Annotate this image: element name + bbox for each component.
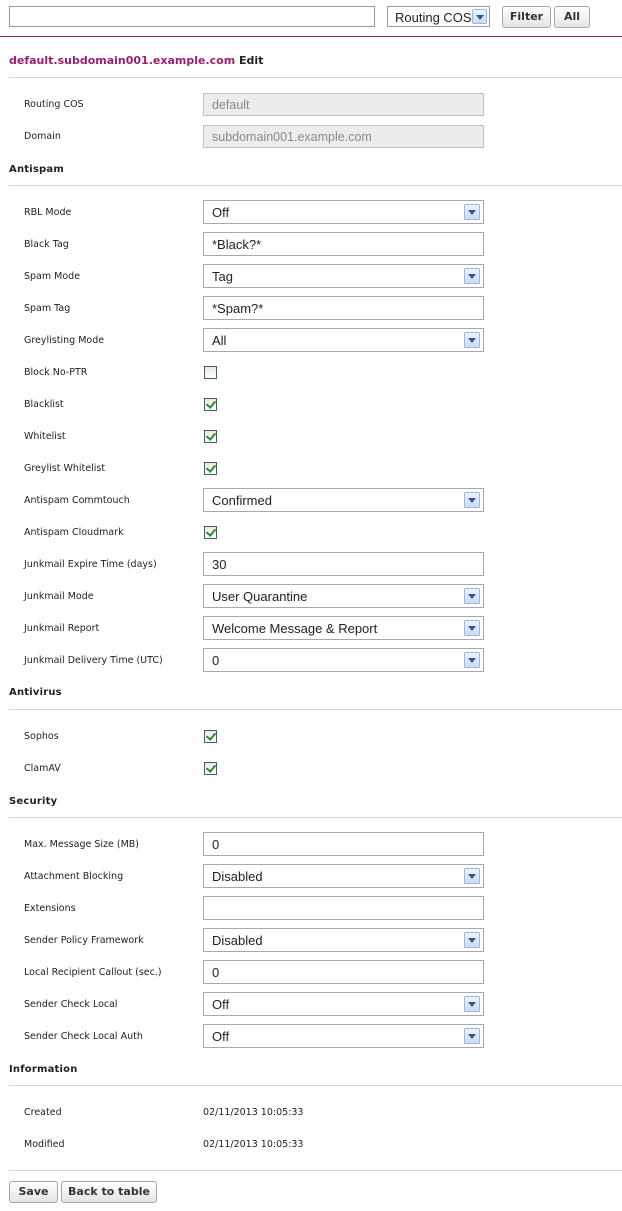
divider [9, 77, 622, 78]
junkmail-report-label: Junkmail Report [24, 623, 100, 634]
information-heading: Information [9, 1064, 78, 1075]
routing-cos-label: Routing COS [24, 99, 84, 110]
commtouch-label: Antispam Commtouch [24, 495, 130, 506]
created-value: 02/11/2013 10:05:33 [203, 1107, 304, 1118]
whitelist-label: Whitelist [24, 431, 66, 442]
commtouch-select[interactable] [203, 488, 484, 512]
extensions-input[interactable] [203, 896, 484, 920]
blacklist-label: Blacklist [24, 399, 64, 410]
filter-field-select[interactable] [387, 6, 490, 27]
attachment-blocking-select[interactable] [203, 864, 484, 888]
spam-tag-input[interactable] [203, 296, 484, 320]
attachment-blocking-label: Attachment Blocking [24, 871, 124, 882]
block-no-ptr-label: Block No-PTR [24, 367, 88, 378]
clamav-label: ClamAV [24, 763, 61, 774]
junkmail-mode-value: User Quarantine [212, 589, 308, 604]
routing-cos-value: default [212, 98, 250, 112]
spam-tag-label: Spam Tag [24, 303, 71, 314]
callout-value: 0 [212, 965, 220, 980]
sender-check-local-value: Off [212, 997, 230, 1012]
greylisting-mode-select[interactable] [203, 328, 484, 352]
chevron-down-icon[interactable] [464, 588, 480, 604]
block-no-ptr-checkbox[interactable] [204, 366, 217, 379]
rbl-mode-select[interactable] [203, 200, 484, 224]
divider [9, 185, 622, 186]
spam-mode-select[interactable] [203, 264, 484, 288]
max-size-label: Max. Message Size (MB) [24, 839, 139, 850]
page-title-domain: default.subdomain001.example.com [9, 54, 236, 67]
search-input[interactable] [9, 6, 375, 27]
junkmail-delivery-select[interactable] [203, 648, 484, 672]
rbl-mode-value: Off [212, 205, 230, 220]
divider [9, 709, 622, 710]
extensions-label: Extensions [24, 903, 76, 914]
whitelist-checkbox[interactable] [204, 430, 217, 443]
attachment-blocking-value: Disabled [212, 869, 263, 884]
chevron-down-icon[interactable] [464, 492, 480, 508]
callout-label: Local Recipient Callout (sec.) [24, 967, 162, 978]
filter-field-select-value: Routing COS [395, 10, 472, 25]
chevron-down-icon[interactable] [464, 652, 480, 668]
junkmail-expire-label: Junkmail Expire Time (days) [24, 559, 157, 570]
all-button[interactable]: All [554, 6, 590, 28]
commtouch-value: Confirmed [212, 493, 272, 508]
max-size-value: 0 [212, 837, 220, 852]
spam-mode-value: Tag [212, 269, 233, 284]
chevron-down-icon[interactable] [464, 932, 480, 948]
page-title-action: Edit [239, 54, 264, 67]
chevron-down-icon[interactable] [464, 868, 480, 884]
junkmail-mode-label: Junkmail Mode [24, 591, 94, 602]
spf-select[interactable] [203, 928, 484, 952]
cloudmark-checkbox[interactable] [204, 526, 217, 539]
junkmail-mode-select[interactable] [203, 584, 484, 608]
modified-value: 02/11/2013 10:05:33 [203, 1139, 304, 1150]
junkmail-delivery-value: 0 [212, 653, 220, 668]
sender-check-local-auth-select[interactable] [203, 1024, 484, 1048]
chevron-down-icon[interactable] [464, 268, 480, 284]
back-to-table-button[interactable]: Back to table [61, 1181, 157, 1203]
blacklist-checkbox[interactable] [204, 398, 217, 411]
filter-button[interactable]: Filter [502, 6, 551, 28]
security-heading: Security [9, 796, 58, 807]
spam-tag-value: *Spam?* [212, 301, 264, 316]
cloudmark-label: Antispam Cloudmark [24, 527, 124, 538]
sender-check-local-select[interactable] [203, 992, 484, 1016]
divider [9, 1085, 622, 1086]
greylisting-mode-value: All [212, 333, 227, 348]
chevron-down-icon[interactable] [464, 620, 480, 636]
chevron-down-icon[interactable] [464, 204, 480, 220]
header-divider [0, 36, 622, 37]
spam-mode-label: Spam Mode [24, 271, 81, 282]
callout-input[interactable] [203, 960, 484, 984]
sender-check-local-auth-label: Sender Check Local Auth [24, 1031, 143, 1042]
spf-label: Sender Policy Framework [24, 935, 144, 946]
domain-value: subdomain001.example.com [212, 130, 372, 144]
save-button[interactable]: Save [9, 1181, 58, 1203]
chevron-down-icon[interactable] [464, 996, 480, 1012]
black-tag-input[interactable] [203, 232, 484, 256]
created-label: Created [24, 1107, 62, 1118]
max-size-input[interactable] [203, 832, 484, 856]
greylist-whitelist-label: Greylist Whitelist [24, 463, 106, 474]
black-tag-value: *Black?* [212, 237, 262, 252]
chevron-down-icon[interactable] [464, 1028, 480, 1044]
routing-cos-field [203, 93, 484, 116]
chevron-down-icon[interactable] [464, 332, 480, 348]
sophos-label: Sophos [24, 731, 59, 742]
spf-value: Disabled [212, 933, 263, 948]
junkmail-expire-value: 30 [212, 557, 227, 572]
junkmail-expire-input[interactable] [203, 552, 484, 576]
black-tag-label: Black Tag [24, 239, 69, 250]
domain-label: Domain [24, 131, 61, 142]
antivirus-heading: Antivirus [9, 687, 62, 698]
antispam-heading: Antispam [9, 164, 64, 175]
sender-check-local-auth-value: Off [212, 1029, 230, 1044]
sender-check-local-label: Sender Check Local [24, 999, 118, 1010]
domain-field [203, 125, 484, 148]
divider [9, 817, 622, 818]
sophos-checkbox[interactable] [204, 730, 217, 743]
rbl-mode-label: RBL Mode [24, 207, 72, 218]
modified-label: Modified [24, 1139, 65, 1150]
page-title [9, 54, 263, 67]
greylisting-mode-label: Greylisting Mode [24, 335, 105, 346]
junkmail-delivery-label: Junkmail Delivery Time (UTC) [24, 655, 163, 666]
greylist-whitelist-checkbox[interactable] [204, 462, 217, 475]
junkmail-report-select[interactable] [203, 616, 484, 640]
junkmail-report-value: Welcome Message & Report [212, 621, 378, 636]
divider [9, 1170, 622, 1171]
clamav-checkbox[interactable] [204, 762, 217, 775]
chevron-down-icon [472, 9, 487, 24]
